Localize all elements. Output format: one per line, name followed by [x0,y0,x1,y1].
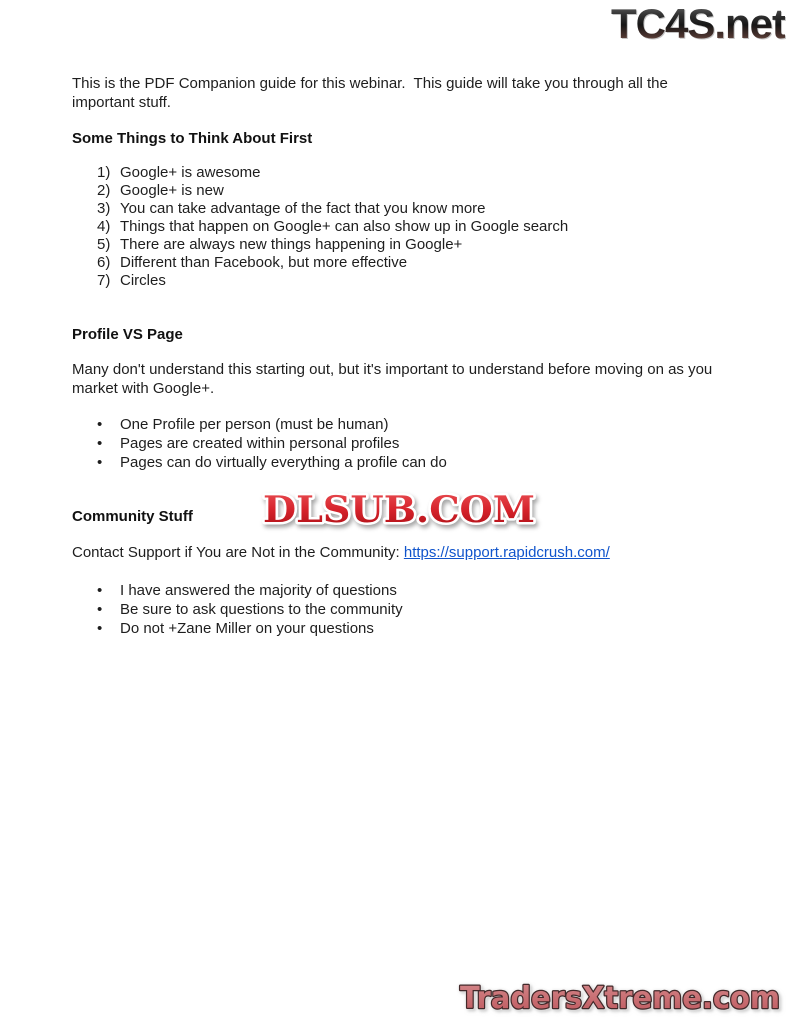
list-item-text: Google+ is new [120,182,224,199]
list-item-text: Be sure to ask questions to the community [120,601,403,618]
intro-paragraph: This is the PDF Companion guide for this webinar. This guide will take you through all the important stuff. [72,75,673,111]
dlsub-watermark-text: DLSUB.COM [263,489,535,531]
list-item-text: There are always new things happening in Google+ [120,236,463,253]
bullet-marker: • [97,454,103,471]
numbered-item-7 [72,272,720,290]
bullet-marker: • [97,435,103,452]
tradersxtreme-watermark-text: TradersXtreme.com [460,981,780,1016]
contact-support-line [72,543,720,562]
numbered-item-6 [72,254,720,272]
list-item-text: Google+ is awesome [120,164,261,181]
bullet-marker: • [97,416,103,433]
bullet-marker: • [97,582,103,599]
numbered-item-4 [72,218,720,236]
bullet-item [72,600,720,619]
list-item-text: Do not +Zane Miller on your questions [120,620,374,637]
list-item-text: One Profile per person (must be human) [120,416,389,433]
tc4s-watermark-logo: TC4S.net [610,0,785,47]
numbered-list [72,164,720,290]
bullet-item [72,581,720,600]
list-number: 1) [97,164,111,181]
bullet-marker: • [97,620,103,637]
numbered-item-1 [72,164,720,182]
contact-support-label: Contact Support if You are Not in the Community: [72,544,404,561]
numbered-item-5 [72,236,720,254]
dlsub-watermark [254,486,544,534]
list-item-text: I have answered the majority of questions [120,582,397,599]
list-number: 3) [97,200,111,217]
list-number: 7) [97,272,111,289]
list-number: 6) [97,254,111,271]
profile-bullet-list [72,415,720,472]
bullet-item [72,434,720,453]
list-item-text: Things that happen on Google+ can also show up in Google search [120,218,569,235]
bullet-item [72,453,720,472]
list-item-text: Different than Facebook, but more effective [120,254,408,271]
list-number: 2) [97,182,111,199]
profile-paragraph: Many don't understand this starting out, but it's important to understand before moving on as you market with Google+. [72,361,717,397]
list-number: 5) [97,236,111,253]
numbered-item-3 [72,200,720,218]
support-link[interactable]: https://support.rapidcrush.com/ [403,544,610,561]
tradersxtreme-watermark [450,975,791,1021]
list-number: 4) [97,218,111,235]
section-heading-things: Some Things to Think About First [72,130,313,147]
section-heading-profile-vs-page: Profile VS Page [72,326,183,343]
list-item-text: Pages can do virtually everything a profile can do [120,454,447,471]
community-bullet-list [72,581,720,638]
section-heading-community: Community Stuff [72,508,193,525]
bullet-item [72,619,720,638]
list-item-text: You can take advantage of the fact that you know more [120,200,486,217]
numbered-item-2 [72,182,720,200]
bullet-item [72,415,720,434]
document-content [72,74,720,638]
list-item-text: Pages are created within personal profiles [120,435,400,452]
list-item-text: Circles [120,272,166,289]
bullet-marker: • [97,601,103,618]
